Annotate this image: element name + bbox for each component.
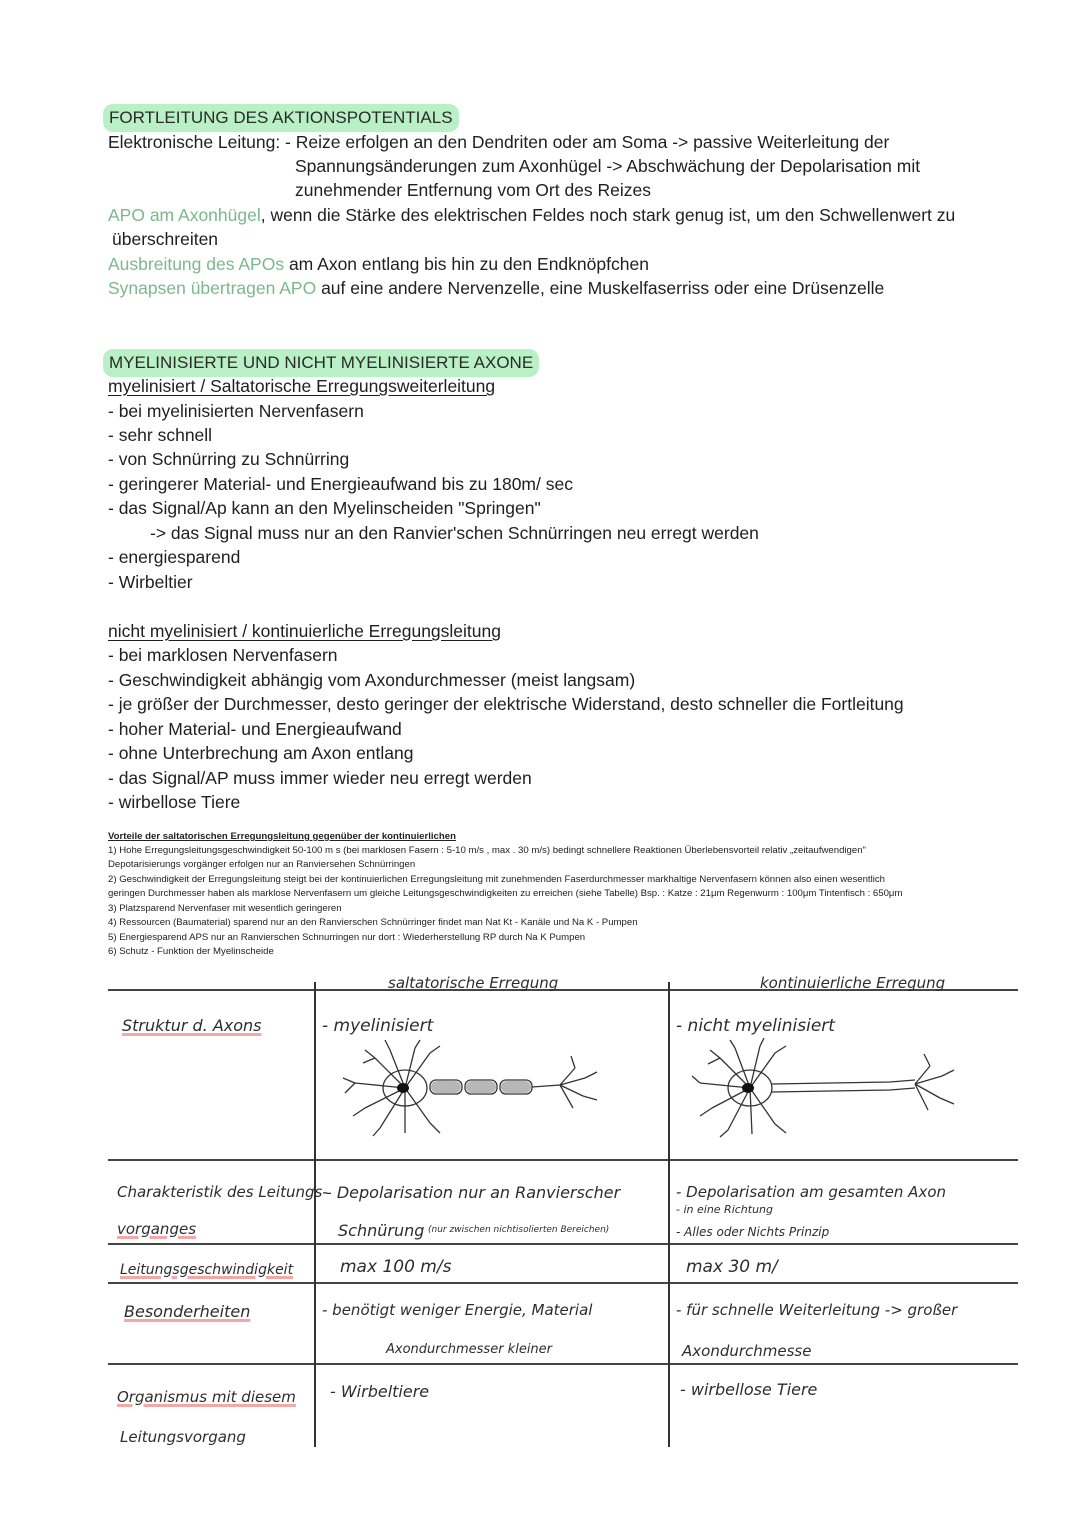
- elektronische-leitung-line: Elektronische Leitung: - Reize erfolgen an den Dendriten oder am Soma -> passive Weiterleitung der: [108, 132, 890, 152]
- cell-kont-geschwindigkeit: max 30 m/: [686, 1257, 778, 1277]
- advantages-line: 3) Platzsparend Nervenfaser mit wesentlich geringeren: [108, 903, 342, 914]
- row-label-charakteristik: Charakteristik des Leitungs-: [117, 1183, 328, 1201]
- cell-salt-struktur: - myelinisiert: [322, 1016, 434, 1036]
- row-label-struktur: Struktur d. Axons: [122, 1016, 262, 1035]
- list-item: - von Schnürring zu Schnürring: [108, 449, 350, 469]
- spread-term: Ausbreitung des APOs: [108, 254, 285, 274]
- table-rule: [108, 1363, 1018, 1365]
- advantages-line: geringen Durchmesser haben als marklose Nervenfasern um gleiche Leitungsgeschwindigkeiten zu erreichen (siehe Tabelle) Bsp. : Katze : 21μm Regenwurm : 100μm Tintenfisch : 650μm: [108, 888, 903, 899]
- apo-axonhuegel-line: [108, 203, 955, 227]
- spread-text: am Axon entlang bis hin zu den Endknöpfchen: [284, 254, 649, 274]
- list-item: - Wirbeltier: [108, 572, 193, 592]
- row-label-geschwindigkeit: Leitungsgeschwindigkeit: [120, 1262, 294, 1278]
- cell-salt-charakteristik-2: Schnürung: [338, 1221, 425, 1240]
- table-rule: [668, 982, 670, 1447]
- row-label-organismus: Organismus mit diesem: [117, 1388, 296, 1406]
- col-header-saltatorisch: saltatorische Erregung: [388, 974, 559, 992]
- advantages-line: 4) Ressourcen (Baumaterial) sparend nur an den Ranvierschen Schnürringer findet man Nat Kt - Kanäle und Na K - Pumpen: [108, 917, 638, 928]
- cell-kont-charakteristik: - Depolarisation am gesamten Axon: [676, 1183, 947, 1201]
- section-heading-axone: MYELINISIERTE UND NICHT MYELINISIERTE AXONE: [103, 349, 539, 377]
- list-item: - hoher Material- und Energieaufwand: [108, 719, 402, 739]
- row-label-organismus-2: Leitungsvorgang: [120, 1428, 246, 1446]
- list-item: - Geschwindigkeit abhängig vom Axondurchmesser (meist langsam): [108, 670, 636, 690]
- myelinisiert-title: myelinisiert / Saltatorische Erregungsweiterleitung: [108, 376, 496, 396]
- cell-salt-charakteristik: - Depolarisation nur an Ranvierscher: [326, 1183, 621, 1202]
- list-item: - wirbellose Tiere: [108, 792, 241, 812]
- neuron-unmyelinated-drawing-icon: [690, 1038, 970, 1138]
- list-item: -> das Signal muss nur an den Ranvier'schen Schnürringen neu erregt werden: [150, 523, 759, 543]
- apo-term: APO am Axonhügel: [108, 205, 261, 225]
- cell-kont-charakteristik-3: - Alles oder Nichts Prinzip: [676, 1225, 830, 1239]
- table-rule: [108, 1282, 1018, 1284]
- table-rule: [108, 1159, 1018, 1161]
- table-rule: [108, 1243, 1018, 1245]
- cell-kont-struktur: - nicht myelinisiert: [676, 1016, 835, 1036]
- cell-salt-charakteristik-note: (nur zwischen nichtisolierten Bereichen): [428, 1225, 610, 1235]
- section-heading-aktionspotential: FORTLEITUNG DES AKTIONSPOTENTIALS: [103, 104, 459, 132]
- cell-kont-besonderheiten-2: Axondurchmesse: [682, 1342, 812, 1360]
- advantages-line: 6) Schutz - Funktion der Myelinscheide: [108, 946, 274, 957]
- list-item: - je größer der Durchmesser, desto geringer der elektrische Widerstand, desto schneller die Fortleitung: [108, 694, 904, 714]
- ausbreitung-line: [108, 252, 649, 276]
- cell-kont-organismus: - wirbellose Tiere: [680, 1380, 818, 1399]
- list-item: - bei marklosen Nervenfasern: [108, 645, 338, 665]
- row-label-besonderheiten: Besonderheiten: [124, 1302, 251, 1321]
- cell-kont-besonderheiten: - für schnelle Weiterleitung -> großer: [676, 1301, 958, 1319]
- neuron-myelinated-drawing-icon: [335, 1038, 615, 1138]
- list-item: - bei myelinisierten Nervenfasern: [108, 401, 364, 421]
- cell-salt-besonderheiten: - benötigt weniger Energie, Material: [322, 1301, 593, 1319]
- advantages-title: Vorteile der saltatorischen Erregungsleitung gegenüber der kontinuierlichen: [108, 831, 456, 842]
- advantages-line: 2) Geschwindigkeit der Erregungsleitung steigt bei der kontinuierlichen Erregungsleitung mit zunehmenden Faserdurchmesser markhaltige Nervenfasern können also einen wesentlich: [108, 874, 885, 885]
- apo-text-cont: überschreiten: [112, 229, 219, 249]
- cell-salt-geschwindigkeit: max 100 m/s: [340, 1257, 452, 1277]
- list-item: - das Signal/AP muss immer wieder neu erregt werden: [108, 768, 532, 788]
- synapse-term: Synapsen übertragen APO: [108, 278, 317, 298]
- cell-salt-besonderheiten-2: Axondurchmesser kleiner: [386, 1342, 553, 1357]
- synapse-text: auf eine andere Nervenzelle, eine Muskelfaserriss oder eine Drüsenzelle: [316, 278, 885, 298]
- synapsen-line: [108, 276, 884, 300]
- list-item: - sehr schnell: [108, 425, 213, 445]
- row-label-charakteristik-2: vorganges: [117, 1220, 197, 1238]
- list-item: - geringerer Material- und Energieaufwand bis zu 180m/ sec: [108, 474, 573, 494]
- cell-kont-charakteristik-2: - in eine Richtung: [676, 1203, 774, 1216]
- list-item: - ohne Unterbrechung am Axon entlang: [108, 743, 414, 763]
- list-item: - das Signal/Ap kann an den Myelinscheiden "Springen": [108, 498, 541, 518]
- col-header-kontinuierlich: kontinuierliche Erregung: [760, 974, 946, 992]
- advantages-line: 5) Energiesparend APS nur an Ranvierschen Schnurringen nur dort : Wiederherstellung RP durch Na K Pumpen: [108, 932, 586, 943]
- list-item: - energiesparend: [108, 547, 241, 567]
- elektronische-leitung-line-2: Spannungsänderungen zum Axonhügel -> Abschwächung der Depolarisation mit: [295, 156, 921, 176]
- apo-text: , wenn die Stärke des elektrischen Feldes noch stark genug ist, um den Schwellenwert zu: [260, 205, 956, 225]
- advantages-line: 1) Hohe Erregungsleitungsgeschwindigkeit 50-100 m s (bei marklosen Fasern : 5-10 m/s , max . 30 m/s) bedingt schnellere Reaktionen Überlebensvorteil relativ „zeitaufwendigen": [108, 845, 866, 856]
- nicht-myelinisiert-title: nicht myelinisiert / kontinuierliche Erregungsleitung: [108, 621, 501, 641]
- table-rule: [314, 982, 316, 1447]
- advantages-line: Depotarisierungs vorgänger erfolgen nur an Ranviersehen Schnürringen: [108, 859, 416, 870]
- elektronische-leitung-line-3: zunehmender Entfernung vom Ort des Reizes: [295, 180, 652, 200]
- cell-salt-organismus: - Wirbeltiere: [330, 1382, 430, 1401]
